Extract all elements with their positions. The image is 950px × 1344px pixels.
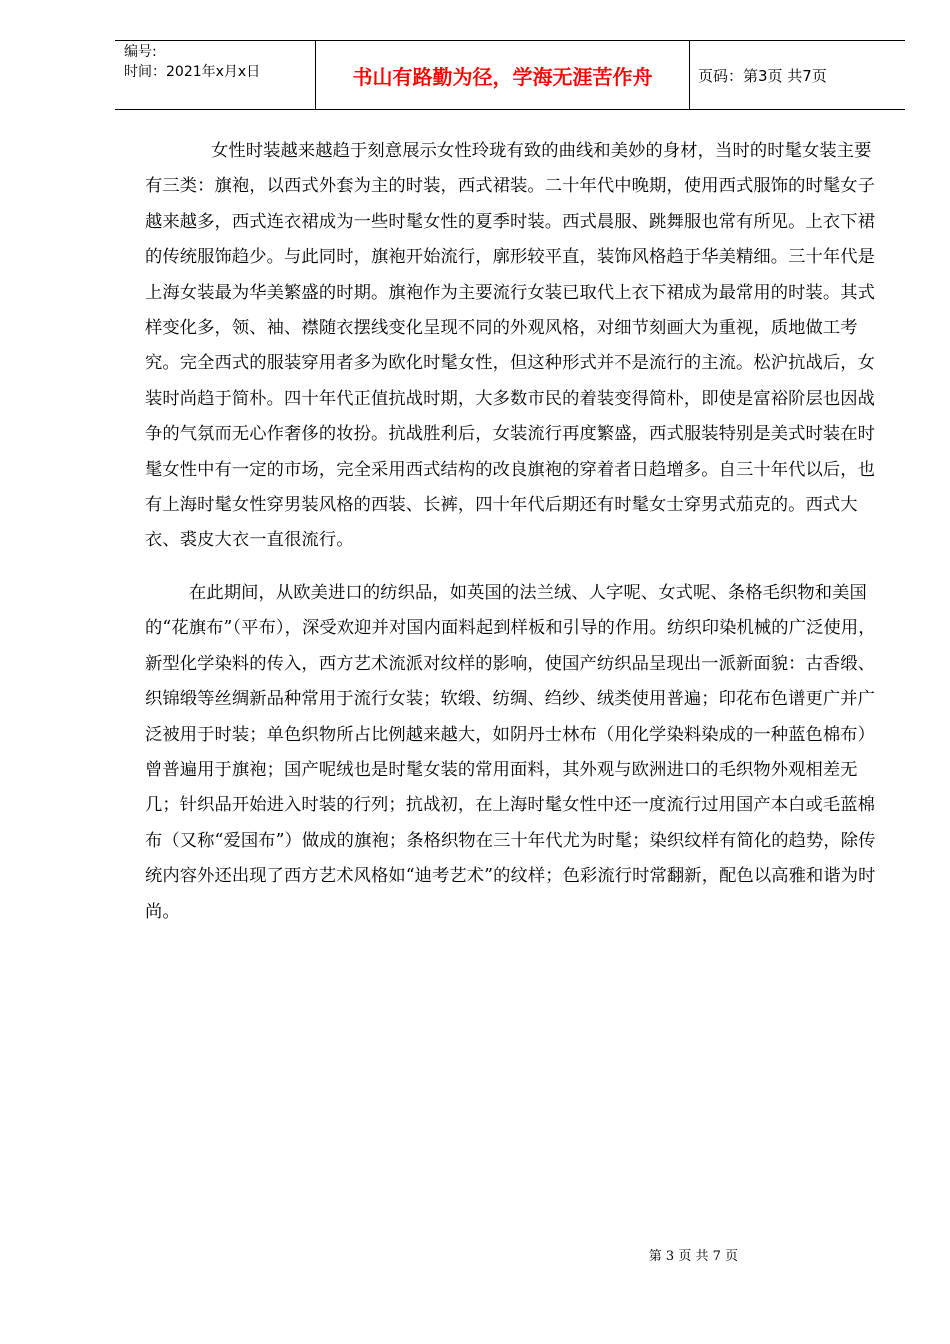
header-page-info: 页码：第3页 共7页 <box>698 66 827 85</box>
body-paragraph-2: 在此期间，从欧美进口的纺织品，如英国的法兰绒、人字呢、女式呢、条格毛织物和美国的“花旗布”（平布），深受欢迎并对国内面料起到样板和引导的作用。纺织印染机械的广泛使用，新型化学染料的传入，西方艺术流派对纹样的影响，使国产纺织品呈现出一派新面貌：古香缎、织锦缎等丝绸新品种常用于流行女装；软缎、纺绸、绉纱、绒类使用普遍；印花布色谱更广并广泛被用于时装；单色织物所占比例越来越大，如阴丹士林布（用化学染料染成的一种蓝色棉布）曾普遍用于旗袍；国产呢绒也是时髦女装的常用面料，其外观与欧洲进口的毛织物外观相差无几；针织品开始进入时装的行列；抗战初，在上海时髦女性中还一度流行过用国产本白或毛蓝棉布（又称“爱国布”）做成的旗袍；条格织物在三十年代尤为时髦；染织纹样有简化的趋势，除传统内容外还出现了西方艺术风格如“迪考艺术”的纹样；色彩流行时常翻新，配色以高雅和谐为时尚。 <box>145 582 876 922</box>
page-footer: 第 3 页 共 7 页 <box>648 1249 738 1264</box>
page-header <box>115 40 905 110</box>
header-meta-cell <box>115 41 316 109</box>
document-number-label: 编号: <box>124 44 157 60</box>
header-motto: 书山有路勤为径，学海无涯苦作舟 <box>316 41 690 109</box>
body-paragraph-1: 女性时装越来越趋于刻意展示女性玲珑有致的曲线和美妙的身材，当时的时髦女装主要有三类：旗袍，以西式外套为主的时装，西式裙装。二十年代中晚期，使用西式服饰的时髦女子越来越多，西式连衣裙成为一些时髦女性的夏季时装。西式晨服、跳舞服也常有所见。上衣下裙的传统服饰趋少。与此同时，旗袍开始流行，廓形较平直，装饰风格趋于华美精细。三十年代是上海女装最为华美繁盛的时期。旗袍作为主要流行女装已取代上衣下裙成为最常用的时装。其式样变化多，领、袖、襟随衣摆线变化呈现不同的外观风格，对细节刻画大为重视，质地做工考究。完全西式的服装穿用者多为欧化时髦女性，但这种形式并不是流行的主流。松沪抗战后，女装时尚趋于简朴。四十年代正值抗战时期，大多数市民的着装变得简朴，即使是富裕阶层也因战争的气氛而无心作奢侈的妆扮。抗战胜利后，女装流行再度繁盛，西式服装特别是美式时装在时髦女性中有一定的市场，完全采用西式结构的改良旗袍的穿着者日趋增多。自三十年代以后，也有上海时髦女性穿男装风格的西装、长裤，四十年代后期还有时髦女士穿男式茄克的。西式大衣、裘皮大衣一直很流行。 <box>145 141 876 551</box>
document-date-label: 时间：2021年x月x日 <box>124 64 261 80</box>
document-body <box>145 134 885 930</box>
